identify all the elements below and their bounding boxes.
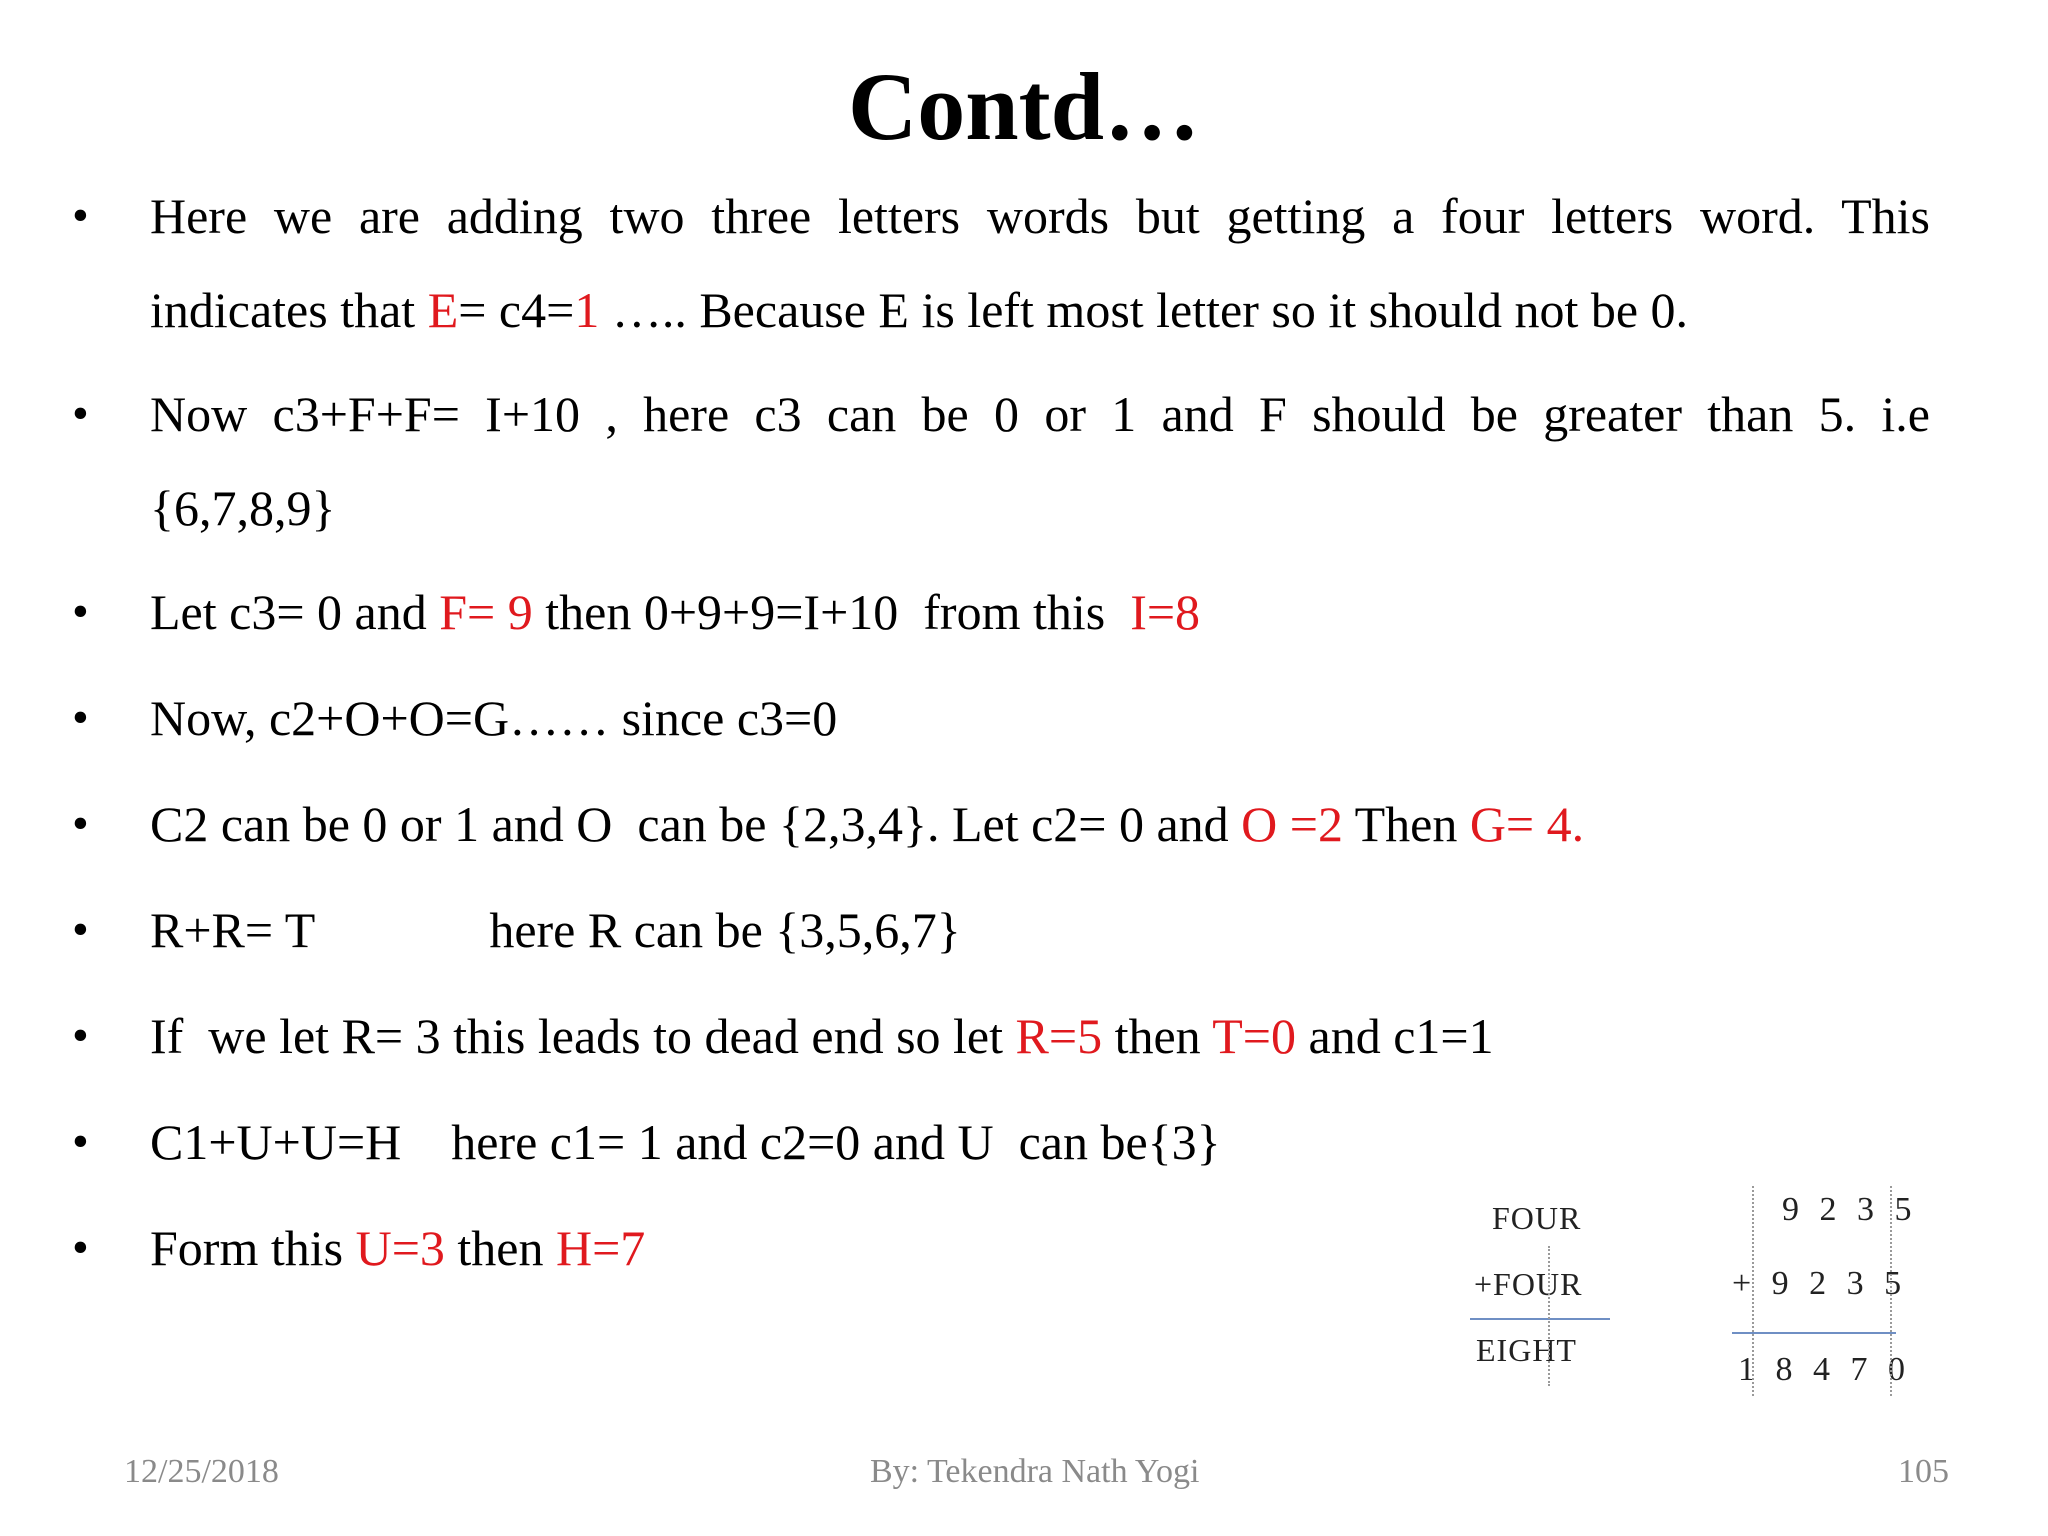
bullet-1-line-1 [150,186,1930,246]
text-segment: Let c3= 0 and [150,584,440,640]
bullet-7-line-1 [150,1006,1494,1066]
bullet-3-line-1 [150,582,1200,642]
text-segment: Now c3+F+F= I+10 , here c3 can be 0 or 1 and F should be greater than 5. i.e [150,386,1930,442]
bullet-marker: • [72,1221,89,1274]
addend-number-2: + 9 2 3 5 [1732,1265,1908,1302]
bullet-8-line-1 [150,1112,1221,1172]
bullet-marker: • [72,691,89,744]
text-segment: If we let R= 3 this leads to dead end so let [150,1008,1016,1064]
text-segment: and c1=1 [1296,1008,1494,1064]
highlighted-text: E [427,282,459,338]
bullet-marker: • [72,1009,89,1062]
text-segment: {6,7,8,9} [150,480,336,536]
bullet-marker: • [72,387,89,440]
sum-number: 1 8 4 7 0 [1738,1351,1911,1388]
footer-page-number: 105 [1898,1453,1949,1490]
footer-date: 12/25/2018 [124,1453,279,1490]
bullet-5-line-1 [150,794,1584,854]
addend-word-2: +FOUR [1474,1266,1583,1302]
bullet-4-line-1 [150,688,837,748]
highlighted-text: R=5 [1015,1008,1103,1064]
bullet-2-line-1 [150,384,1930,444]
word-sum-rule [1470,1318,1610,1320]
highlighted-text: O =2 [1241,796,1343,852]
highlighted-text: T=0 [1212,1008,1297,1064]
bullet-marker: • [72,797,89,850]
addend-word-1: FOUR [1492,1200,1582,1236]
highlighted-text: G= 4. [1469,796,1585,852]
highlighted-text: I=8 [1130,584,1201,640]
bullet-1-line-2 [150,280,1688,340]
text-segment: R+R= T here R can be {3,5,6,7} [150,902,961,958]
page-title: Contd… [847,53,1201,160]
text-segment: indicates that [150,282,428,338]
text-segment: C1+U+U=H here c1= 1 and c2=0 and U can be{3} [150,1114,1221,1170]
highlighted-text: H=7 [556,1220,646,1276]
text-segment: then [444,1220,556,1276]
bullet-2-line-2 [150,478,336,538]
highlighted-text: F= 9 [439,584,533,640]
sum-word: EIGHT [1476,1332,1577,1368]
text-segment: Form this [150,1220,356,1276]
text-segment: then [1102,1008,1213,1064]
text-segment: Here we are adding two three letters words but getting a four letters word. This [150,188,1930,244]
bullet-9-line-1 [150,1218,645,1278]
highlighted-text: U=3 [355,1220,445,1276]
number-guide-left [1752,1186,1754,1396]
text-segment: Then [1342,796,1470,852]
text-segment: Now, c2+O+O=G…… since c3=0 [150,690,838,746]
text-segment: = c4= [458,282,575,338]
bullet-6-line-1 [150,900,961,960]
footer-author: By: Tekendra Nath Yogi [870,1453,1200,1490]
bullet-marker: • [72,189,89,242]
text-segment: then 0+9+9=I+10 from this [532,584,1131,640]
word-guide-line [1548,1246,1550,1386]
text-segment: ….. Because E is left most letter so it should not be 0. [599,282,1689,338]
number-guide-right [1890,1186,1892,1396]
bullet-marker: • [72,903,89,956]
text-segment: C2 can be 0 or 1 and O can be {2,3,4}. Let c2= 0 and [150,796,1242,852]
number-sum-rule [1732,1332,1896,1334]
bullet-marker: • [72,585,89,638]
highlighted-text: 1 [574,282,600,338]
bullet-marker: • [72,1115,89,1168]
addend-number-1: 9 2 3 5 [1782,1191,1918,1228]
